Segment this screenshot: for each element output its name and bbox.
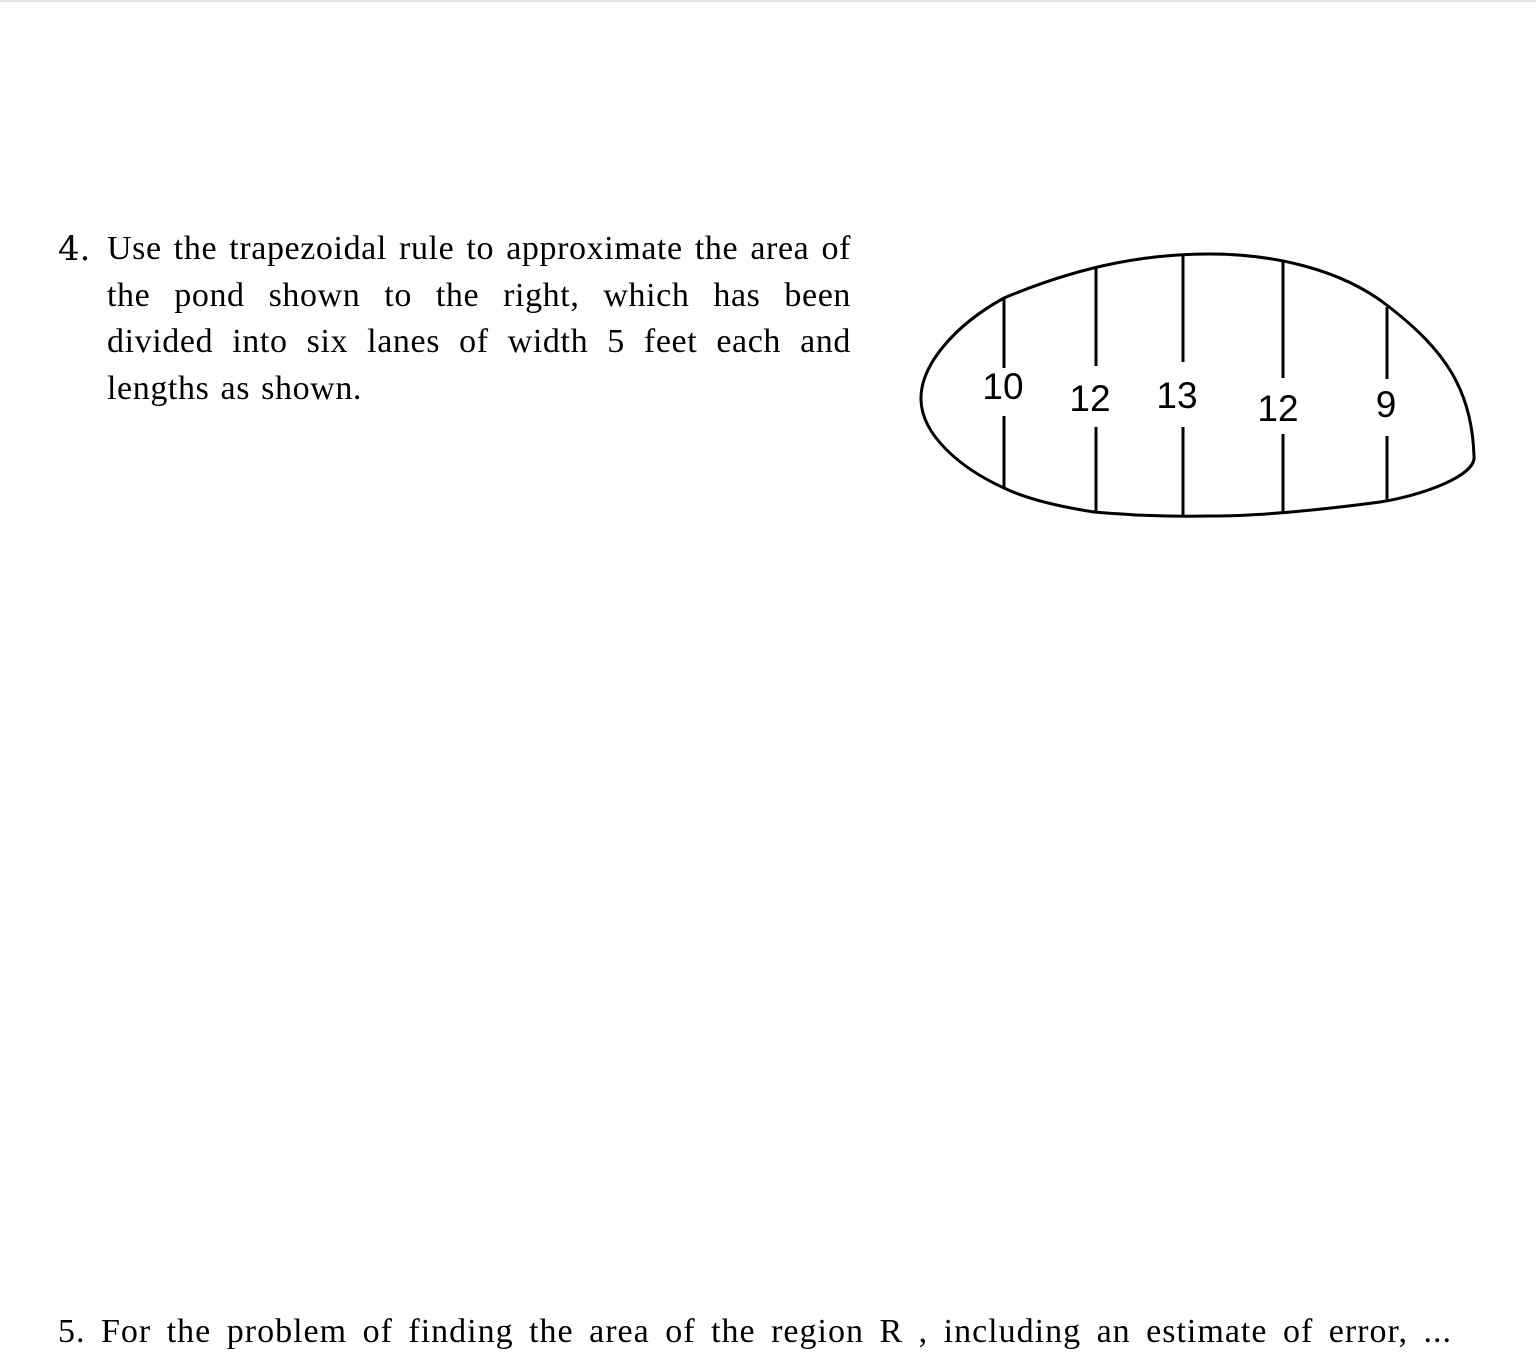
length-label-1: 10 xyxy=(982,366,1024,407)
length-label-3: 13 xyxy=(1156,375,1198,416)
pond-figure xyxy=(900,230,1500,540)
problem-number: 4. xyxy=(58,229,91,269)
next-problem-text: 5. For the problem of finding the area of the region R , including an estimate of error, ... xyxy=(58,1313,1452,1350)
problem-text: Use the trapezoidal rule to approximate the area of the pond shown to the right, which has been divided into six lanes of width 5 feet each and lengths as shown. xyxy=(107,230,851,407)
next-problem-cutoff xyxy=(58,1312,1498,1350)
pond-diagram xyxy=(900,230,1500,540)
length-label-5: 9 xyxy=(1375,384,1397,425)
page-top-border xyxy=(0,0,1536,2)
length-label-2: 12 xyxy=(1069,378,1111,419)
length-label-4: 12 xyxy=(1257,388,1299,429)
